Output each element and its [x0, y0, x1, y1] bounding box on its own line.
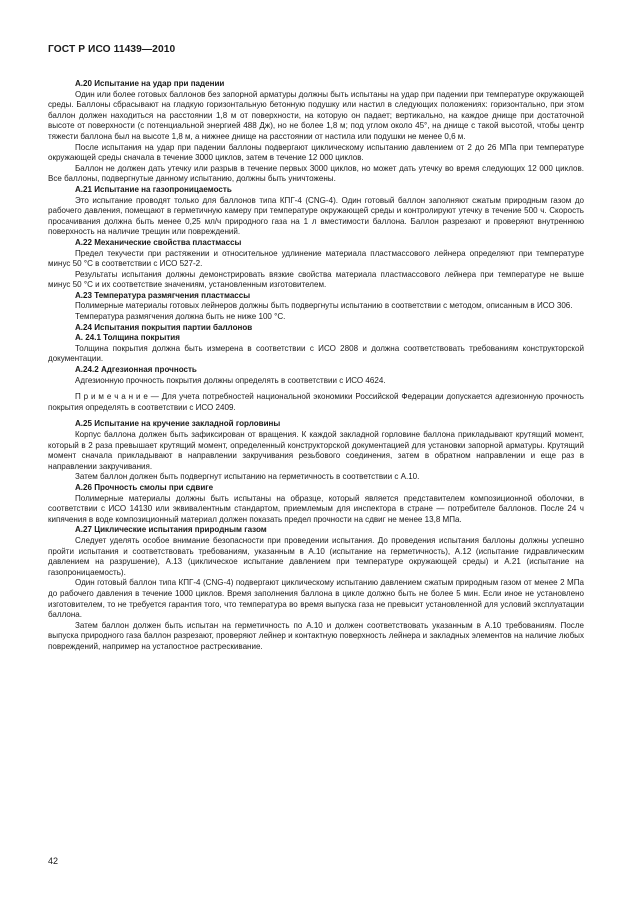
document-header: ГОСТ Р ИСО 11439—2010 [48, 44, 176, 55]
section-heading: А.26 Прочность смолы при сдвиге [75, 482, 214, 492]
section-heading: А.24 Испытания покрытия партии баллонов [75, 322, 253, 332]
body-paragraph: Полимерные материалы готовых лейнеров должны быть подвергнуты испытанию в соответствии с методом, описанным в ИСО 306. [75, 301, 573, 311]
body-paragraph: Результаты испытания должны демонстрировать вязкие свойства материала пластмассового лейнера при температуре не выше минус 50 °С и их соответствие значениям, установленным изготовителем. [48, 269, 584, 290]
body-paragraph: Баллон не должен дать утечку или разрыв в течение первых 3000 циклов, но может дать утечку во время следующих 12 000 циклов. Все баллоны, подвергнутые данному испытанию, должны быть уничтожены. [48, 163, 584, 184]
section-heading: А.22 Механические свойства пластмассы [75, 237, 242, 247]
body-paragraph: Затем баллон должен быть подвергнут испытанию на герметичность в соответствии с А.10. [75, 472, 420, 482]
section-heading: А.25 Испытание на кручение закладной горловины [75, 419, 281, 429]
body-paragraph: Предел текучести при растяжении и относительное удлинение материала пластмассового лейнера определяют при температуре минус 50 °С в соответствии с ИСО 527-2. [48, 248, 584, 269]
body-paragraph: Полимерные материалы должны быть испытаны на образце, который является представителем композиционной оболочки, в соответствии с ИСО 14130 или эквивалентным стандартом, приемлемым для инспектора в стране — потребителе баллонов. После 24 ч кипячения в воде композиционный материал должен показать предел прочности на сдвиг не менее 13,8 МПа. [48, 493, 584, 524]
section-heading: А.20 Испытание на удар при падении [75, 79, 225, 88]
body-paragraph: После испытания на удар при падении баллоны подвергают циклическому испытанию давлением от 2 до 26 МПа при температуре окружающей среды сначала в течение 3000 циклов, затем в течение 12 000 циклов. [48, 142, 584, 163]
body-paragraph: Один или более готовых баллонов без запорной арматуры должны быть испытаны на удар при падении при температуре окружающей среды. Баллоны сбрасывают на гладкую горизонтальную бетонную подушку или настил в следующих положениях: горизонтально, при этом баллон должен находиться на расстоянии 1,8 м от поверхности, на которую он падает; вертикально, на каждое днище при достаточной высоте от поверхности (с потенциальной энергией 488 Дж), но не более 1,8 м; под углом около 45°, на днище с такой высотой, чтобы центр тяжести баллона был на высоте 1,8 м, а нижнее днище на расстоянии от настила или подушки не менее 0,6 м. [48, 89, 584, 141]
section-heading: А.27 Циклические испытания природным газом [75, 525, 267, 535]
body-paragraph: Один готовый баллон типа КПГ-4 (CNG-4) подвергают циклическому испытанию давлением сжатым природным газом от менее 2 МПа до рабочего давления в течение 1000 циклов. Время заполнения баллона в цикле должно быть не более 5 мин. Если иное не установлено изготовителем, то не требуется гарантия того, что температура во время выпуска газа не превысит установленной для условий эксплуатации баллона. [48, 578, 584, 620]
body-paragraph: Температура размягчения должна быть не ниже 100 °С. [75, 312, 286, 322]
page-number: 42 [48, 856, 59, 866]
body-paragraph: Затем баллон должен быть испытан на герметичность по А.10 и должен соответствовать указанным в А.10 требованиям. После выпуска природного газа баллон разрезают, проверяют лейнер и контактную поверхность лейнера и закладных элементов на наличие любых повреждений, например на устапостное растрескивание. [48, 620, 584, 651]
note-paragraph: П р и м е ч а н и е — Для учета потребностей национальной экономики Российской Федерации допускается адгезионную прочность покрытия определять в соответствии с ИСО 2409. [48, 392, 584, 412]
body-paragraph: Следует уделять особое внимание безопасности при проведении испытания. До проведения испытания баллоны должны успешно пройти испытания и соответствовать требованиям, указанным в А.10 (испытание на герметичность), А.12 (испытание гидравлическим давлением на разрушение), А.13 (циклическое испытание давлением при температуре окружающей среды) и А.21 (испытание на газопроницаемость). [48, 535, 584, 577]
section-heading: А. 24.1 Толщина покрытия [75, 333, 180, 343]
body-paragraph: Толщина покрытия должна быть измерена в соответствии с ИСО 2808 и должна соответствовать требованиям конструкторской документации. [48, 343, 584, 364]
body-paragraph: Адгезионную прочность покрытия должны определять в соответствии с ИСО 4624. [75, 375, 386, 385]
section-heading: А.21 Испытание на газопроницаемость [75, 184, 232, 194]
section-heading: А.23 Температура размягчения пластмассы [75, 290, 251, 300]
document-body [48, 79, 584, 652]
body-paragraph: Это испытание проводят только для баллонов типа КПГ-4 (CNG-4). Один готовый баллон заполняют сжатым природным газом до рабочего давления, помещают в герметичную камеру при температуре окружающей среды и контролируют утечку в течение 500 ч. Скорость просачивания должна быть менее 0,25 мл/ч природного газа на 1 л вместимости баллона. Баллон разрезают и проверяют внутреннюю поверхность на наличие трещин или повреждений. [48, 195, 584, 237]
section-heading: А.24.2 Адгезионная прочность [75, 365, 197, 375]
body-paragraph: Корпус баллона должен быть зафиксирован от вращения. К каждой закладной горловине баллона прикладывают крутящий момент, который в 2 раза превышает крутящий момент, определенный конструкторской документацией для установки запорной арматуры. Крутящий момент сначала прикладывают в направлении закручивания резьбового соединения, затем в обратном направлении и еще раз в направлении закручивания. [48, 430, 584, 471]
